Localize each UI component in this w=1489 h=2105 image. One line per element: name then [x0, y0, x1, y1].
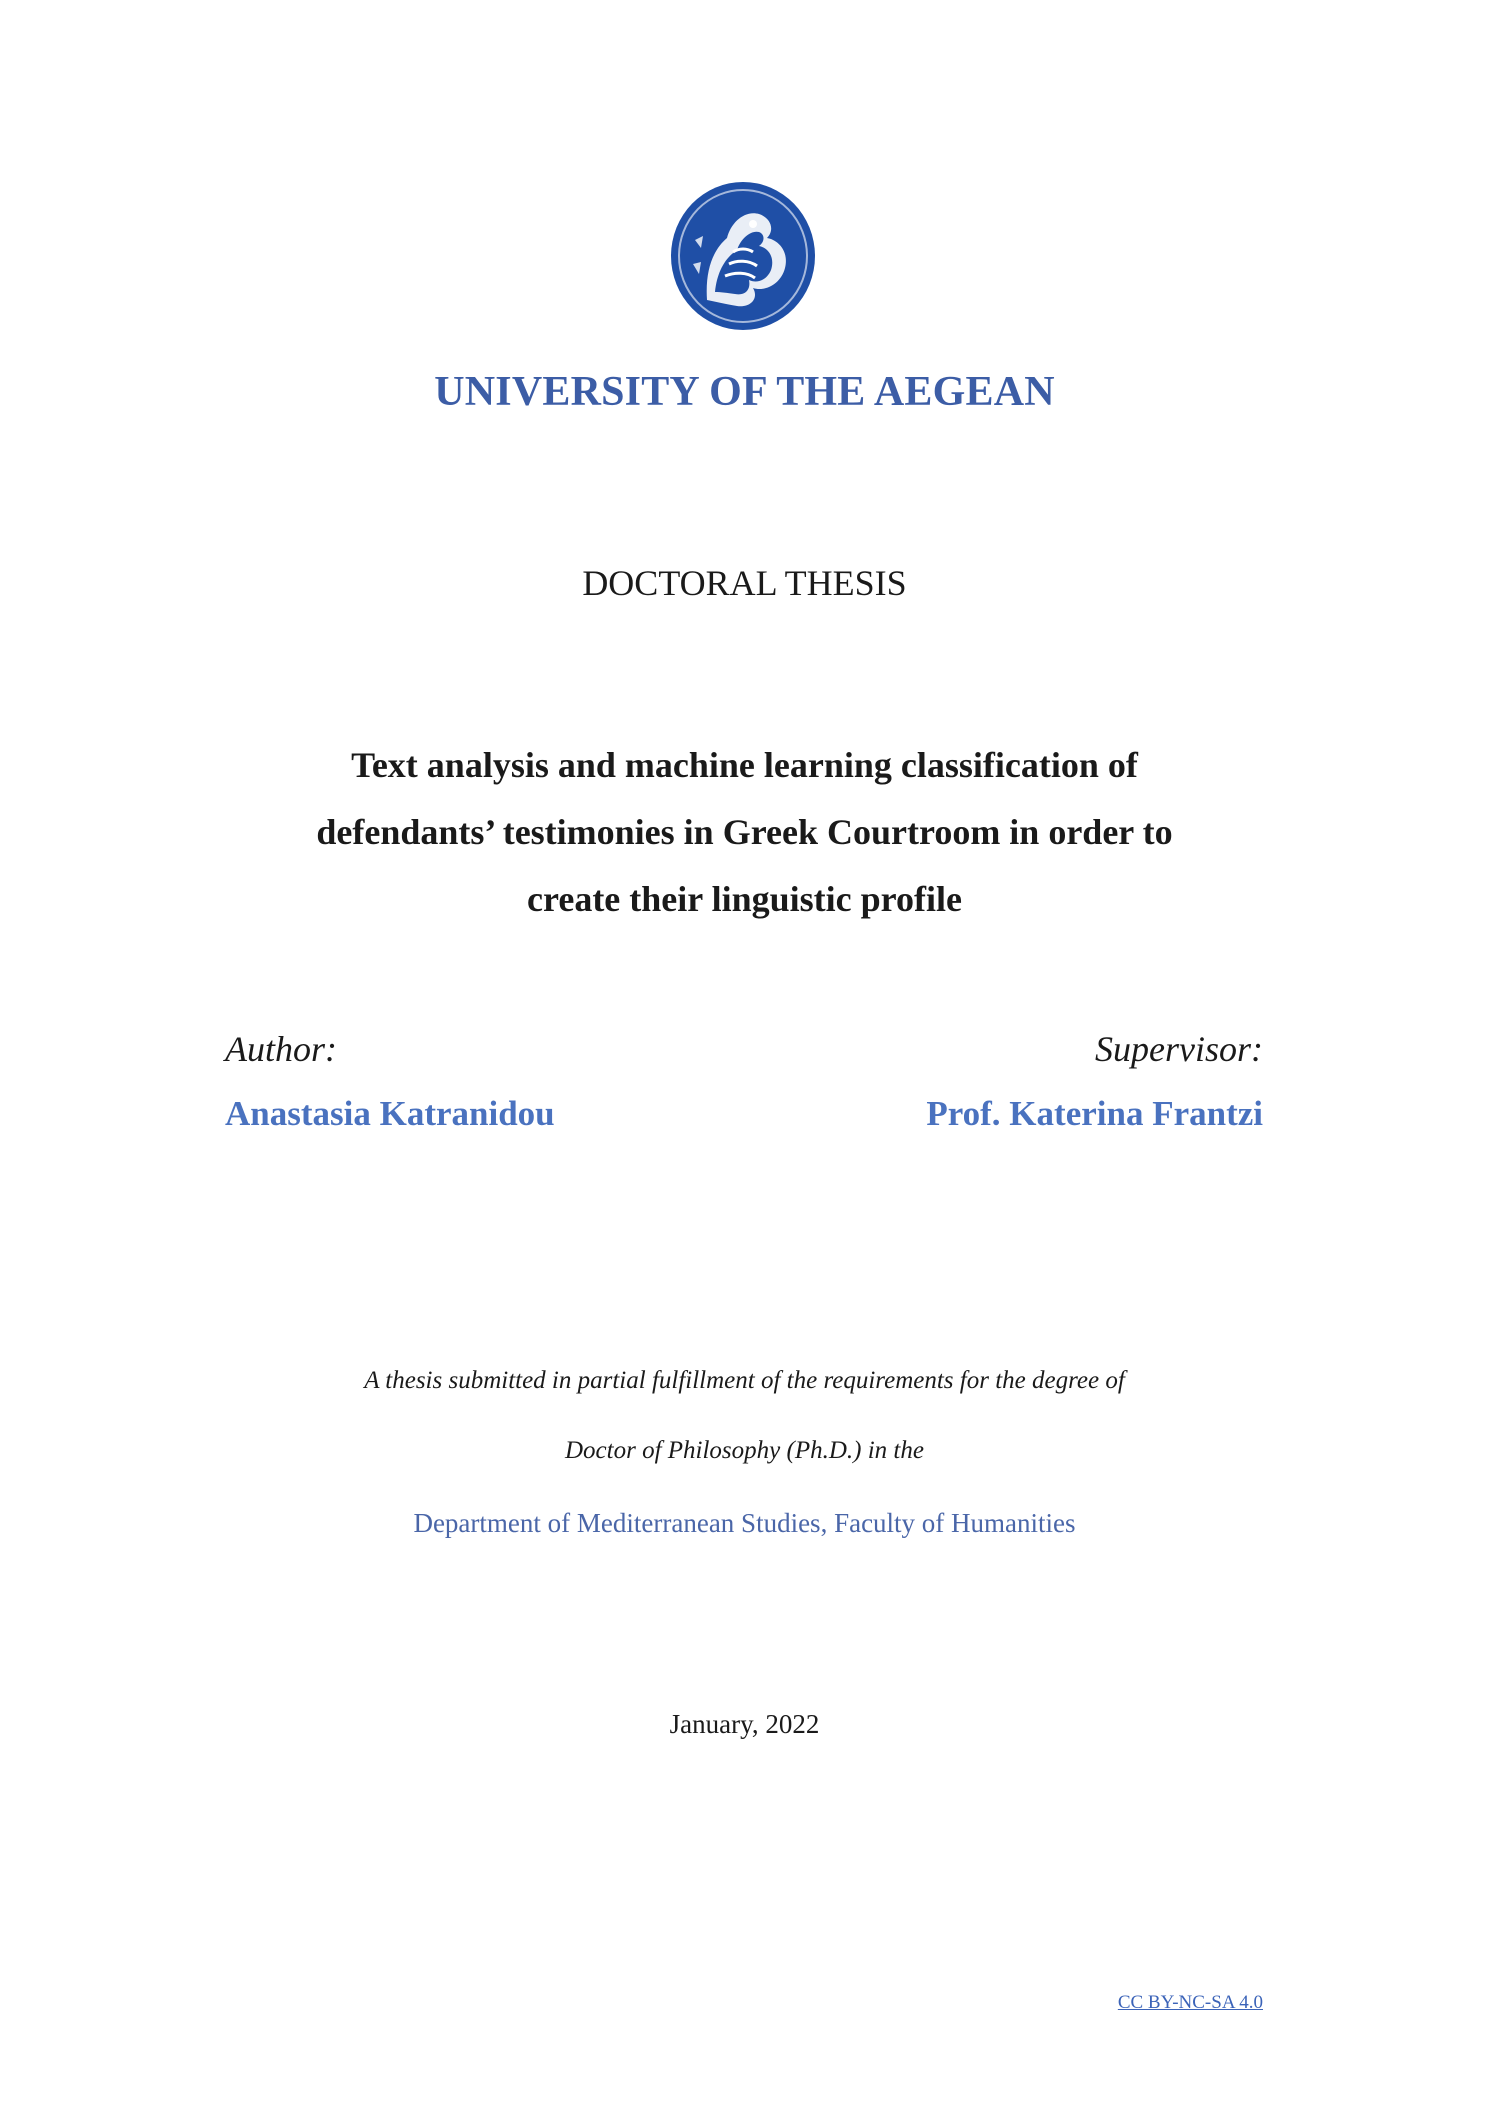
submission-date: January, 2022: [669, 1709, 820, 1739]
thesis-title-line: defendants’ testimonies in Greek Courtroom in order to: [316, 812, 1173, 852]
university-seal-icon: [667, 180, 819, 332]
supervisor-label: Supervisor:: [1095, 1029, 1263, 1069]
supervisor-name: Prof. Katerina Frantzi: [926, 1094, 1263, 1133]
document-type: DOCTORAL THESIS: [582, 563, 907, 603]
degree-name: Doctor of Philosophy (Ph.D.) in the: [565, 1437, 924, 1464]
author-name: Anastasia Katranidou: [225, 1094, 555, 1133]
author-label: Author:: [225, 1029, 337, 1069]
degree-statement: A thesis submitted in partial fulfillment of the requirements for the degree of: [364, 1367, 1125, 1394]
thesis-title-line: Text analysis and machine learning classification of: [351, 745, 1138, 785]
thesis-title: [220, 732, 1269, 933]
thesis-title-line: create their linguistic profile: [527, 879, 962, 919]
license-link[interactable]: CC BY-NC-SA 4.0: [1117, 1992, 1263, 2013]
department-name: Department of Mediterranean Studies, Faculty of Humanities: [413, 1508, 1076, 1538]
university-name: UNIVERSITY OF THE AEGEAN: [434, 369, 1055, 415]
